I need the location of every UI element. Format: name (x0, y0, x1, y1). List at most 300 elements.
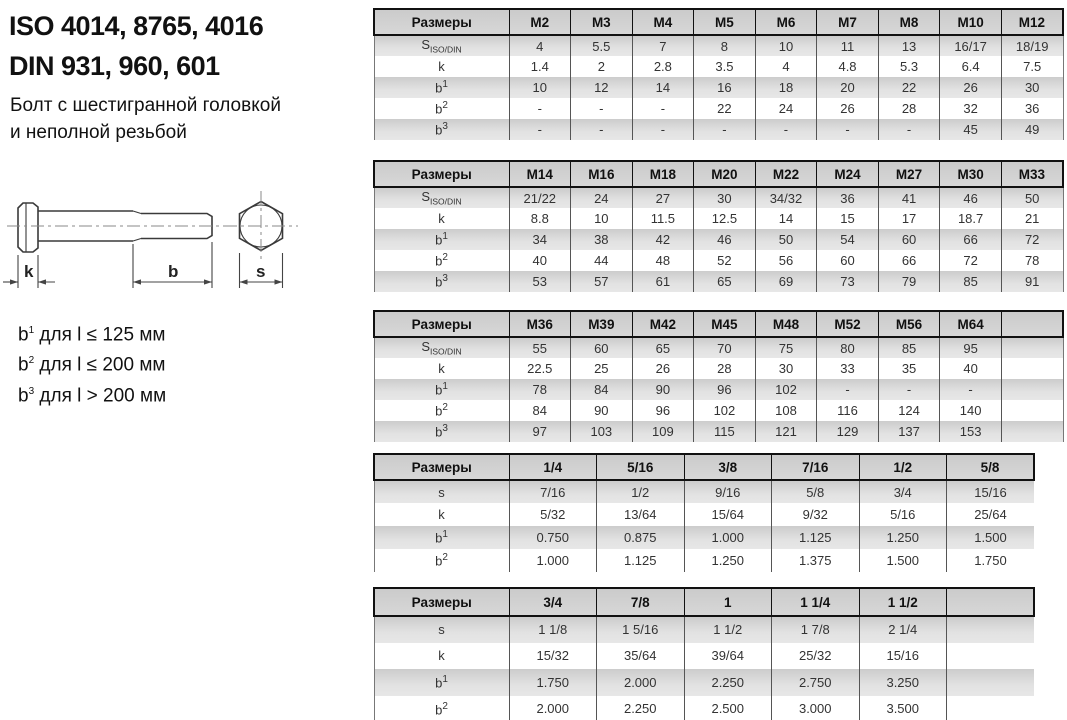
row-label: $b^1$ (374, 229, 509, 250)
table-row (374, 119, 1063, 140)
cell: 7.5 (1001, 56, 1063, 77)
bolt-end-view (224, 191, 298, 262)
cell: 15 (817, 208, 879, 229)
cell: 25/32 (772, 643, 860, 670)
column-header: M8 (878, 9, 940, 35)
b-dimension-label: b (168, 262, 179, 281)
cell (1001, 337, 1063, 358)
cell: 73 (817, 271, 879, 292)
cell: 2.750 (772, 669, 860, 696)
tables (373, 0, 1067, 720)
note-b2-sup: 2 (28, 355, 35, 367)
cell (1001, 358, 1063, 379)
column-header: M56 (878, 311, 940, 337)
cell: 28 (878, 98, 940, 119)
s-arrow-right (275, 279, 283, 284)
cell: 6.4 (940, 56, 1002, 77)
cell: 124 (878, 400, 940, 421)
b-arrow-right (204, 279, 212, 284)
cell: 57 (571, 271, 633, 292)
cell: 17 (878, 208, 940, 229)
cell (1001, 400, 1063, 421)
cell: 1/2 (597, 480, 685, 503)
cell: 3.5 (694, 56, 756, 77)
column-header: M5 (694, 9, 756, 35)
column-header: M10 (940, 9, 1002, 35)
row-label: $b^1$ (374, 77, 509, 98)
row-label: k (374, 56, 509, 77)
cell: 20 (817, 77, 879, 98)
column-header: 1/4 (509, 454, 597, 480)
cell: 2.000 (597, 669, 685, 696)
cell: 85 (940, 271, 1002, 292)
cell: 5/8 (772, 480, 860, 503)
cell: 1 5/16 (597, 616, 685, 643)
cell: 2.8 (632, 56, 694, 77)
column-header: M16 (571, 161, 633, 187)
cell: 102 (755, 379, 817, 400)
cell: 66 (940, 229, 1002, 250)
cell: 30 (1001, 77, 1063, 98)
cell: 103 (571, 421, 633, 442)
column-header: M3 (571, 9, 633, 35)
cell: 72 (940, 250, 1002, 271)
table-row (374, 480, 1034, 503)
cell: 1.500 (859, 549, 947, 572)
row-label: k (374, 503, 509, 526)
cell: 2.500 (684, 696, 772, 720)
row-label: $S_{ISO/DIN}$ (374, 35, 509, 56)
cell: 2.000 (509, 696, 597, 720)
cell: 40 (940, 358, 1002, 379)
cell: 75 (755, 337, 817, 358)
note-b3-symbol: b (18, 384, 29, 406)
column-header: 1 1/4 (772, 588, 860, 616)
cell: 1 1/8 (509, 616, 597, 643)
cell: 15/64 (684, 503, 772, 526)
cell: 66 (878, 250, 940, 271)
cell: 15/32 (509, 643, 597, 670)
cell: 52 (694, 250, 756, 271)
cell: 10 (755, 35, 817, 56)
cell: 70 (694, 337, 756, 358)
cell: 24 (755, 98, 817, 119)
cell: 26 (632, 358, 694, 379)
cell: 3.250 (859, 669, 947, 696)
s-dimension-label: s (256, 262, 266, 281)
cell: 5.3 (878, 56, 940, 77)
cell: - (694, 119, 756, 140)
cell: 48 (632, 250, 694, 271)
cell: 24 (571, 187, 633, 208)
note-b1-symbol: b (18, 324, 29, 346)
cell (947, 616, 1035, 643)
table-row (374, 696, 1034, 720)
cell: 3.500 (859, 696, 947, 720)
cell: 26 (817, 98, 879, 119)
cell: 78 (1001, 250, 1063, 271)
cell: 2.250 (684, 669, 772, 696)
row-label: $S_{ISO/DIN}$ (374, 337, 509, 358)
cell: 1.125 (772, 526, 860, 549)
column-header (947, 588, 1035, 616)
standards-title (9, 6, 263, 86)
cell: 65 (632, 337, 694, 358)
cell: 18 (755, 77, 817, 98)
cell: 46 (940, 187, 1002, 208)
cell: 12.5 (694, 208, 756, 229)
table-header-row (374, 9, 1063, 35)
cell: 53 (509, 271, 571, 292)
column-header: M27 (878, 161, 940, 187)
row-label: $b^2$ (374, 98, 509, 119)
cell: 1.750 (509, 669, 597, 696)
cell: 1.750 (947, 549, 1035, 572)
row-label: $b^2$ (374, 400, 509, 421)
cell: 102 (694, 400, 756, 421)
dimensions-table-1 (373, 8, 1064, 140)
header-label: Размеры (374, 9, 509, 35)
cell: 18/19 (1001, 35, 1063, 56)
table-row (374, 208, 1063, 229)
table-row (374, 643, 1034, 670)
bolt-technical-drawing (0, 185, 360, 310)
cell: 1.375 (772, 549, 860, 572)
column-header: 3/8 (684, 454, 772, 480)
cell: 1.250 (859, 526, 947, 549)
cell: 60 (571, 337, 633, 358)
column-header: 7/8 (597, 588, 685, 616)
table-row (374, 187, 1063, 208)
column-header: M42 (632, 311, 694, 337)
table-row (374, 98, 1063, 119)
cell: 55 (509, 337, 571, 358)
row-label: $S_{ISO/DIN}$ (374, 187, 509, 208)
column-header: 1 1/2 (859, 588, 947, 616)
cell: 65 (694, 271, 756, 292)
table-header-row (374, 454, 1034, 480)
cell: 0.750 (509, 526, 597, 549)
row-label: $b^1$ (374, 526, 509, 549)
cell: 121 (755, 421, 817, 442)
bolt-head-outline (18, 203, 38, 252)
column-header: M30 (940, 161, 1002, 187)
row-label: k (374, 643, 509, 670)
note-b1 (18, 318, 166, 348)
cell: 5/16 (859, 503, 947, 526)
table-row (374, 56, 1063, 77)
table-row (374, 35, 1063, 56)
cell: 90 (632, 379, 694, 400)
cell: 153 (940, 421, 1002, 442)
cell: 8.8 (509, 208, 571, 229)
row-label: k (374, 208, 509, 229)
cell: 69 (755, 271, 817, 292)
table-header-row (374, 161, 1063, 187)
column-header: 1 (684, 588, 772, 616)
cell: 33 (817, 358, 879, 379)
note-b2 (18, 348, 166, 378)
cell: 54 (817, 229, 879, 250)
cell: - (571, 98, 633, 119)
cell: 21/22 (509, 187, 571, 208)
table-row (374, 400, 1063, 421)
cell: 109 (632, 421, 694, 442)
cell: 28 (694, 358, 756, 379)
cell: - (817, 379, 879, 400)
table-row (374, 616, 1034, 643)
column-header: M36 (509, 311, 571, 337)
dimensions-table-2 (373, 160, 1064, 292)
cell: 35 (878, 358, 940, 379)
cell: 11 (817, 35, 879, 56)
row-label: $b^2$ (374, 250, 509, 271)
cell: 129 (817, 421, 879, 442)
product-description (10, 92, 281, 146)
note-b2-text: для l ≤ 200 мм (34, 354, 166, 376)
row-label: $b^3$ (374, 119, 509, 140)
cell: 36 (1001, 98, 1063, 119)
cell (1001, 379, 1063, 400)
cell: 96 (694, 379, 756, 400)
k-arrow-left (10, 279, 18, 284)
column-header: M6 (755, 9, 817, 35)
column-header: M39 (571, 311, 633, 337)
cell: 36 (817, 187, 879, 208)
cell: 95 (940, 337, 1002, 358)
cell: 44 (571, 250, 633, 271)
cell: 11.5 (632, 208, 694, 229)
cell: - (755, 119, 817, 140)
cell: - (940, 379, 1002, 400)
column-header: M45 (694, 311, 756, 337)
k-dimension-label: k (24, 262, 34, 281)
bolt-side-view (7, 203, 224, 252)
table-row (374, 549, 1034, 572)
cell: 1.125 (597, 549, 685, 572)
dimensions-table-3 (373, 310, 1064, 442)
table-header-row (374, 588, 1034, 616)
cell: 45 (940, 119, 1002, 140)
cell: 5/32 (509, 503, 597, 526)
header-label: Размеры (374, 311, 509, 337)
cell: 41 (878, 187, 940, 208)
cell: 49 (1001, 119, 1063, 140)
cell: 10 (509, 77, 571, 98)
table-row (374, 229, 1063, 250)
cell: 50 (1001, 187, 1063, 208)
row-label: $b^2$ (374, 696, 509, 720)
cell: 39/64 (684, 643, 772, 670)
cell: 15/16 (859, 643, 947, 670)
table-row (374, 250, 1063, 271)
dimension-b (133, 242, 212, 288)
cell: 72 (1001, 229, 1063, 250)
cell: 0.875 (597, 526, 685, 549)
thread-runout-bottom (133, 239, 141, 242)
cell: - (509, 98, 571, 119)
cell: 80 (817, 337, 879, 358)
column-header: M48 (755, 311, 817, 337)
cell: 4 (509, 35, 571, 56)
cell: 14 (632, 77, 694, 98)
cell: - (632, 98, 694, 119)
column-header: M52 (817, 311, 879, 337)
cell (947, 669, 1035, 696)
note-b1-text: для l ≤ 125 мм (34, 324, 166, 346)
thread-runout-top (133, 211, 141, 214)
table-row (374, 526, 1034, 549)
cell: 140 (940, 400, 1002, 421)
cell: 1.500 (947, 526, 1035, 549)
cell: 25/64 (947, 503, 1035, 526)
cell: 97 (509, 421, 571, 442)
cell (947, 643, 1035, 670)
cell: 115 (694, 421, 756, 442)
cell (1001, 421, 1063, 442)
row-label: $b^1$ (374, 379, 509, 400)
row-label: $b^1$ (374, 669, 509, 696)
cell: 14 (755, 208, 817, 229)
cell: 18.7 (940, 208, 1002, 229)
cell: - (878, 119, 940, 140)
cell: 2 (571, 56, 633, 77)
table-header-row (374, 311, 1063, 337)
table-row (374, 337, 1063, 358)
cell: 96 (632, 400, 694, 421)
column-header: M64 (940, 311, 1002, 337)
column-header: M18 (632, 161, 694, 187)
cell: 1 1/2 (684, 616, 772, 643)
dimension-k (3, 255, 55, 288)
cell: 16 (694, 77, 756, 98)
description-line-1: Болт с шестигранной головкой (10, 95, 281, 116)
cell: 1.000 (684, 526, 772, 549)
column-header: 5/8 (947, 454, 1035, 480)
row-label: $b^3$ (374, 271, 509, 292)
cell: 79 (878, 271, 940, 292)
table-row (374, 503, 1034, 526)
cell: 108 (755, 400, 817, 421)
table-row (374, 421, 1063, 442)
table-row (374, 77, 1063, 98)
cell: - (878, 379, 940, 400)
column-header: M22 (755, 161, 817, 187)
cell: 16/17 (940, 35, 1002, 56)
cell: 61 (632, 271, 694, 292)
cell: - (571, 119, 633, 140)
cell: 7 (632, 35, 694, 56)
header-label: Размеры (374, 454, 509, 480)
cell: 4.8 (817, 56, 879, 77)
cell: 137 (878, 421, 940, 442)
table-row (374, 271, 1063, 292)
header-label: Размеры (374, 161, 509, 187)
cell: 8 (694, 35, 756, 56)
cell: 56 (755, 250, 817, 271)
cell: 1.000 (509, 549, 597, 572)
row-label: k (374, 358, 509, 379)
left-panel (0, 0, 372, 720)
cell: 84 (571, 379, 633, 400)
cell: 12 (571, 77, 633, 98)
row-label: $b^3$ (374, 421, 509, 442)
description-line-2: и неполной резьбой (10, 122, 187, 143)
cell: 9/32 (772, 503, 860, 526)
cell: 22 (694, 98, 756, 119)
cell: 34 (509, 229, 571, 250)
header-label: Размеры (374, 588, 509, 616)
cell: - (817, 119, 879, 140)
column-header: 7/16 (772, 454, 860, 480)
column-header: M2 (509, 9, 571, 35)
note-b1-sup: 1 (28, 325, 35, 336)
note-b3-text: для l > 200 мм (34, 384, 167, 406)
row-label: $b^2$ (374, 549, 509, 572)
note-b2-symbol: b (18, 354, 29, 376)
cell: 3.000 (772, 696, 860, 720)
cell: 90 (571, 400, 633, 421)
column-header (1001, 311, 1063, 337)
dimensions-table-4 (373, 453, 1035, 572)
cell: 30 (694, 187, 756, 208)
cell: 84 (509, 400, 571, 421)
column-header: M4 (632, 9, 694, 35)
cell: 40 (509, 250, 571, 271)
column-header: M20 (694, 161, 756, 187)
note-b3 (18, 379, 166, 409)
cell: 34/32 (755, 187, 817, 208)
cell: 2 1/4 (859, 616, 947, 643)
cell: 60 (817, 250, 879, 271)
din-standards-line: DIN 931, 960, 601 (9, 51, 220, 81)
cell: - (632, 119, 694, 140)
cell: 60 (878, 229, 940, 250)
cell: 7/16 (509, 480, 597, 503)
cell: 1.250 (684, 549, 772, 572)
cell: 85 (878, 337, 940, 358)
cell: 9/16 (684, 480, 772, 503)
cell: 2.250 (597, 696, 685, 720)
column-header: M24 (817, 161, 879, 187)
cell: 32 (940, 98, 1002, 119)
cell: 1 7/8 (772, 616, 860, 643)
cell: 13 (878, 35, 940, 56)
table-row (374, 358, 1063, 379)
column-header: M12 (1001, 9, 1063, 35)
cell: 1.4 (509, 56, 571, 77)
cell: - (509, 119, 571, 140)
cell: 26 (940, 77, 1002, 98)
cell: 30 (755, 358, 817, 379)
column-header: 3/4 (509, 588, 597, 616)
cell: 22 (878, 77, 940, 98)
cell: 91 (1001, 271, 1063, 292)
cell: 21 (1001, 208, 1063, 229)
cell: 50 (755, 229, 817, 250)
cell (947, 696, 1035, 720)
table-row (374, 669, 1034, 696)
cell: 38 (571, 229, 633, 250)
row-label: s (374, 616, 509, 643)
b-arrow-left (133, 279, 141, 284)
column-header: M14 (509, 161, 571, 187)
column-header: M7 (817, 9, 879, 35)
cell: 4 (755, 56, 817, 77)
column-header: M33 (1001, 161, 1063, 187)
iso-standards-line: ISO 4014, 8765, 4016 (9, 11, 264, 41)
cell: 27 (632, 187, 694, 208)
